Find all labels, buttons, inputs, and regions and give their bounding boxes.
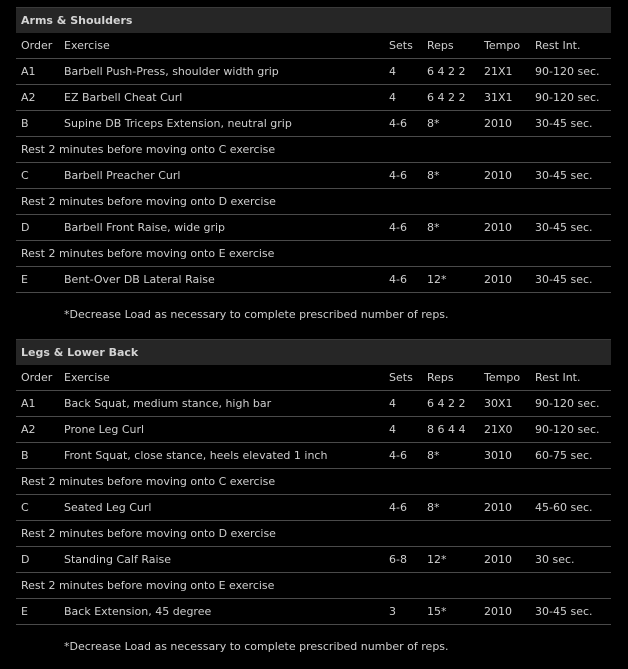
reps-cell: 6 4 2 2 xyxy=(427,91,466,104)
tempo-cell: 3010 xyxy=(484,449,512,462)
section-arms-shoulders xyxy=(16,7,611,337)
sets-cell: 4 xyxy=(389,65,396,78)
rest-note-row xyxy=(16,469,611,495)
table-row xyxy=(16,111,611,137)
column-header-reps: Reps xyxy=(427,39,454,52)
column-header-sets: Sets xyxy=(389,371,413,384)
reps-cell: 15* xyxy=(427,605,447,618)
sets-cell: 4-6 xyxy=(389,117,407,130)
rest-cell: 30-45 sec. xyxy=(535,605,593,618)
column-header-order: Order xyxy=(21,39,53,52)
tempo-cell: 21X1 xyxy=(484,65,513,78)
exercise-cell: Supine DB Triceps Extension, neutral grip xyxy=(64,117,292,130)
reps-cell: 6 4 2 2 xyxy=(427,65,466,78)
exercise-cell: Barbell Preacher Curl xyxy=(64,169,181,182)
column-header-exercise: Exercise xyxy=(64,39,110,52)
rest-cell: 30 sec. xyxy=(535,553,575,566)
rest-cell: 60-75 sec. xyxy=(535,449,593,462)
table-row xyxy=(16,443,611,469)
order-cell: C xyxy=(21,501,29,514)
tempo-cell: 2010 xyxy=(484,605,512,618)
section-legs-lower-back xyxy=(16,339,611,669)
exercise-cell: Front Squat, close stance, heels elevated 1 inch xyxy=(64,449,328,462)
exercise-cell: Standing Calf Raise xyxy=(64,553,172,566)
reps-cell: 8* xyxy=(427,449,440,462)
order-cell: A2 xyxy=(21,423,36,436)
rest-note-text: Rest 2 minutes before moving onto C exercise xyxy=(21,475,276,488)
sets-cell: 4-6 xyxy=(389,221,407,234)
tempo-cell: 2010 xyxy=(484,221,512,234)
table-row xyxy=(16,495,611,521)
table-row xyxy=(16,215,611,241)
table-row xyxy=(16,547,611,573)
rest-note-text: Rest 2 minutes before moving onto E exercise xyxy=(21,579,275,592)
exercise-cell: Bent-Over DB Lateral Raise xyxy=(64,273,215,286)
reps-cell: 8 6 4 4 xyxy=(427,423,466,436)
rest-note-row xyxy=(16,189,611,215)
rest-cell: 45-60 sec. xyxy=(535,501,593,514)
sets-cell: 4 xyxy=(389,91,396,104)
sets-cell: 4-6 xyxy=(389,501,407,514)
order-cell: C xyxy=(21,169,29,182)
rest-cell: 90-120 sec. xyxy=(535,65,600,78)
exercise-cell: Back Extension, 45 degree xyxy=(64,605,212,618)
rest-cell: 30-45 sec. xyxy=(535,169,593,182)
rest-cell: 30-45 sec. xyxy=(535,221,593,234)
rest-note-text: Rest 2 minutes before moving onto D exercise xyxy=(21,527,276,540)
reps-cell: 8* xyxy=(427,169,440,182)
footnote: *Decrease Load as necessary to complete prescribed number of reps. xyxy=(64,640,449,653)
rest-note-row xyxy=(16,573,611,599)
table-row xyxy=(16,163,611,189)
section-title: Arms & Shoulders xyxy=(16,7,611,33)
table-row xyxy=(16,417,611,443)
footnote: *Decrease Load as necessary to complete prescribed number of reps. xyxy=(64,308,449,321)
reps-cell: 12* xyxy=(427,273,447,286)
rest-cell: 30-45 sec. xyxy=(535,117,593,130)
exercise-cell: Barbell Front Raise, wide grip xyxy=(64,221,226,234)
exercise-cell: Barbell Push-Press, shoulder width grip xyxy=(64,65,279,78)
column-header-tempo: Tempo xyxy=(484,39,521,52)
reps-cell: 8* xyxy=(427,117,440,130)
table-row xyxy=(16,59,611,85)
column-header-rest: Rest Int. xyxy=(535,371,581,384)
table-row xyxy=(16,599,611,625)
tempo-cell: 30X1 xyxy=(484,397,513,410)
rest-note-row xyxy=(16,521,611,547)
order-cell: B xyxy=(21,449,29,462)
tempo-cell: 21X0 xyxy=(484,423,513,436)
exercise-cell: Seated Leg Curl xyxy=(64,501,152,514)
column-header-sets: Sets xyxy=(389,39,413,52)
tempo-cell: 2010 xyxy=(484,117,512,130)
exercise-cell: EZ Barbell Cheat Curl xyxy=(64,91,183,104)
tempo-cell: 2010 xyxy=(484,273,512,286)
rest-note-text: Rest 2 minutes before moving onto E exercise xyxy=(21,247,275,260)
rest-cell: 30-45 sec. xyxy=(535,273,593,286)
reps-cell: 8* xyxy=(427,221,440,234)
tempo-cell: 31X1 xyxy=(484,91,513,104)
reps-cell: 6 4 2 2 xyxy=(427,397,466,410)
rest-note-text: Rest 2 minutes before moving onto D exercise xyxy=(21,195,276,208)
order-cell: A1 xyxy=(21,65,36,78)
exercise-cell: Back Squat, medium stance, high bar xyxy=(64,397,272,410)
column-header-exercise: Exercise xyxy=(64,371,110,384)
tempo-cell: 2010 xyxy=(484,501,512,514)
exercise-table-body xyxy=(16,59,611,293)
rest-note-row xyxy=(16,241,611,267)
sets-cell: 4-6 xyxy=(389,449,407,462)
tempo-cell: 2010 xyxy=(484,169,512,182)
section-title: Legs & Lower Back xyxy=(16,339,611,365)
sets-cell: 4 xyxy=(389,423,396,436)
exercise-table-body xyxy=(16,391,611,625)
exercise-cell: Prone Leg Curl xyxy=(64,423,145,436)
order-cell: D xyxy=(21,221,30,234)
reps-cell: 8* xyxy=(427,501,440,514)
sets-cell: 3 xyxy=(389,605,396,618)
sets-cell: 4-6 xyxy=(389,273,407,286)
order-cell: D xyxy=(21,553,30,566)
order-cell: A1 xyxy=(21,397,36,410)
rest-cell: 90-120 sec. xyxy=(535,423,600,436)
rest-cell: 90-120 sec. xyxy=(535,91,600,104)
column-header-rest: Rest Int. xyxy=(535,39,581,52)
order-cell: E xyxy=(21,273,28,286)
order-cell: E xyxy=(21,605,28,618)
column-header-tempo: Tempo xyxy=(484,371,521,384)
sets-cell: 4 xyxy=(389,397,396,410)
column-header-order: Order xyxy=(21,371,53,384)
order-cell: A2 xyxy=(21,91,36,104)
column-header-row xyxy=(16,33,611,59)
table-row xyxy=(16,85,611,111)
reps-cell: 12* xyxy=(427,553,447,566)
rest-cell: 90-120 sec. xyxy=(535,397,600,410)
column-header-row xyxy=(16,365,611,391)
sets-cell: 6-8 xyxy=(389,553,407,566)
order-cell: B xyxy=(21,117,29,130)
rest-note-row xyxy=(16,137,611,163)
table-row xyxy=(16,391,611,417)
rest-note-text: Rest 2 minutes before moving onto C exercise xyxy=(21,143,276,156)
column-header-reps: Reps xyxy=(427,371,454,384)
tempo-cell: 2010 xyxy=(484,553,512,566)
table-row xyxy=(16,267,611,293)
sets-cell: 4-6 xyxy=(389,169,407,182)
